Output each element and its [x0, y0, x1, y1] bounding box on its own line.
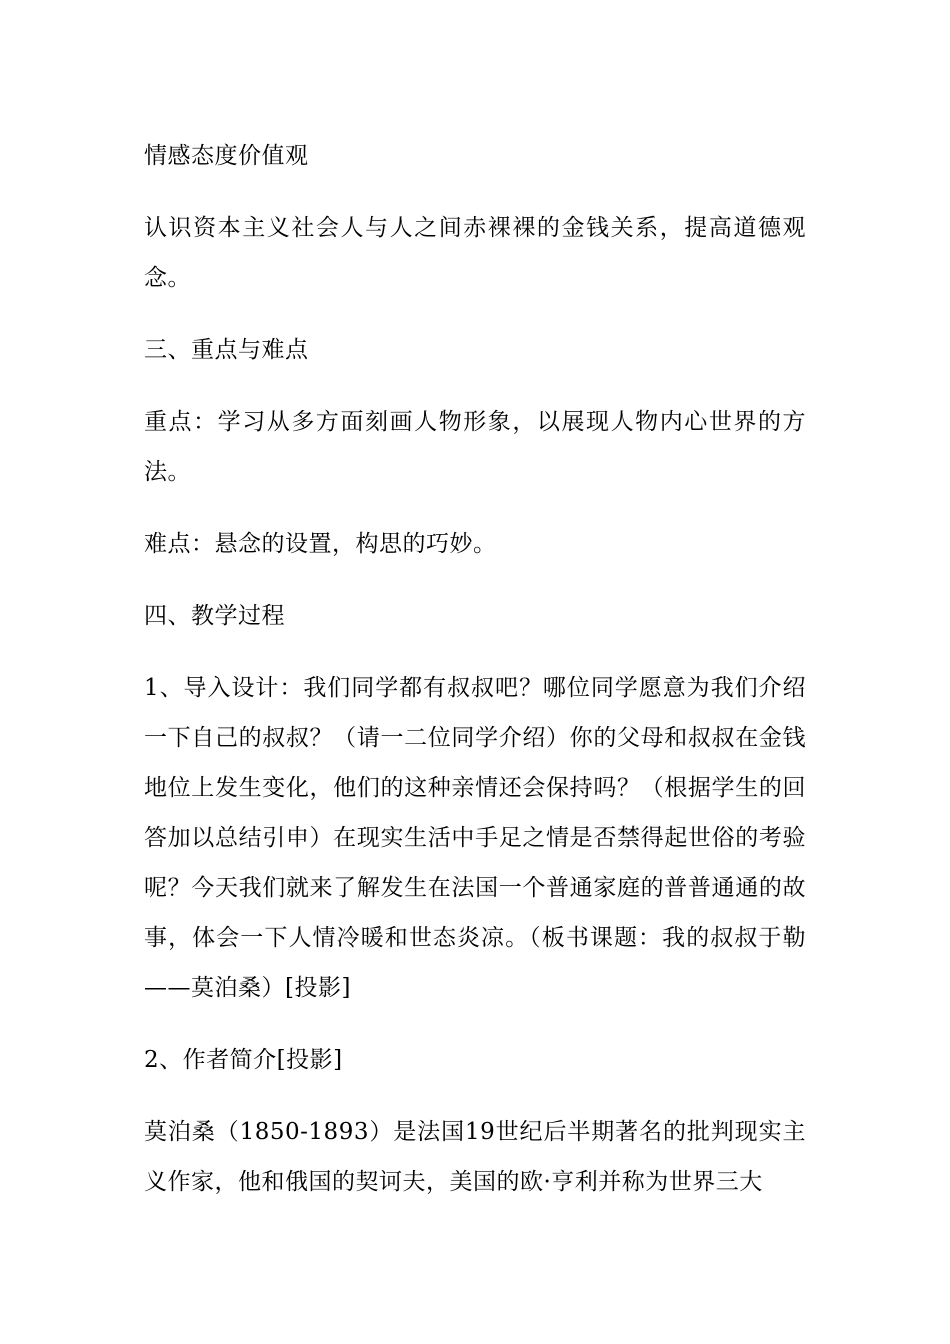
paragraph-spacer	[144, 497, 806, 519]
section-heading-values: 情感态度价值观	[144, 143, 309, 169]
paragraph-spacer	[144, 1013, 806, 1035]
paragraph-spacer	[144, 375, 806, 397]
section-heading-key-points: 三、重点与难点	[144, 337, 309, 363]
paragraph-spacer	[144, 641, 806, 663]
paragraph-spacer	[144, 303, 806, 325]
paragraph-spacer	[144, 181, 806, 203]
section-heading-teaching-process: 四、教学过程	[144, 603, 285, 629]
paragraph-spacer	[144, 1085, 806, 1107]
paragraph-spacer	[144, 569, 806, 591]
paragraph-author-heading: 2、作者简介[投影]	[144, 1047, 343, 1073]
paragraph-introduction-design: 1、导入设计：我们同学都有叔叔吧？哪位同学愿意为我们介绍一下自己的叔叔？（请一二位同学介绍）你的父母和叔叔在金钱地位上发生变化，他们的这种亲情还会保持吗？（根据学生的回答加以总结引申）在现实生活中手足之情是否禁得起世俗的考验呢？今天我们就来了解发生在法国一个普通家庭的普普通通的故事，体会一下人情冷暖和世态炎凉。（板书课题：我的叔叔于勒——莫泊桑）[投影]	[144, 675, 806, 1001]
document-body	[144, 131, 806, 1207]
paragraph-values-text: 认识资本主义社会人与人之间赤裸裸的金钱关系，提高道德观念。	[144, 215, 806, 291]
paragraph-key-point: 重点：学习从多方面刻画人物形象，以展现人物内心世界的方法。	[144, 409, 806, 485]
paragraph-difficulty: 难点：悬念的设置，构思的巧妙。	[144, 531, 497, 557]
paragraph-author-bio: 莫泊桑（1850-1893）是法国19世纪后半期著名的批判现实主义作家，他和俄国的契诃夫，美国的欧·亨利并称为世界三大	[144, 1119, 806, 1195]
